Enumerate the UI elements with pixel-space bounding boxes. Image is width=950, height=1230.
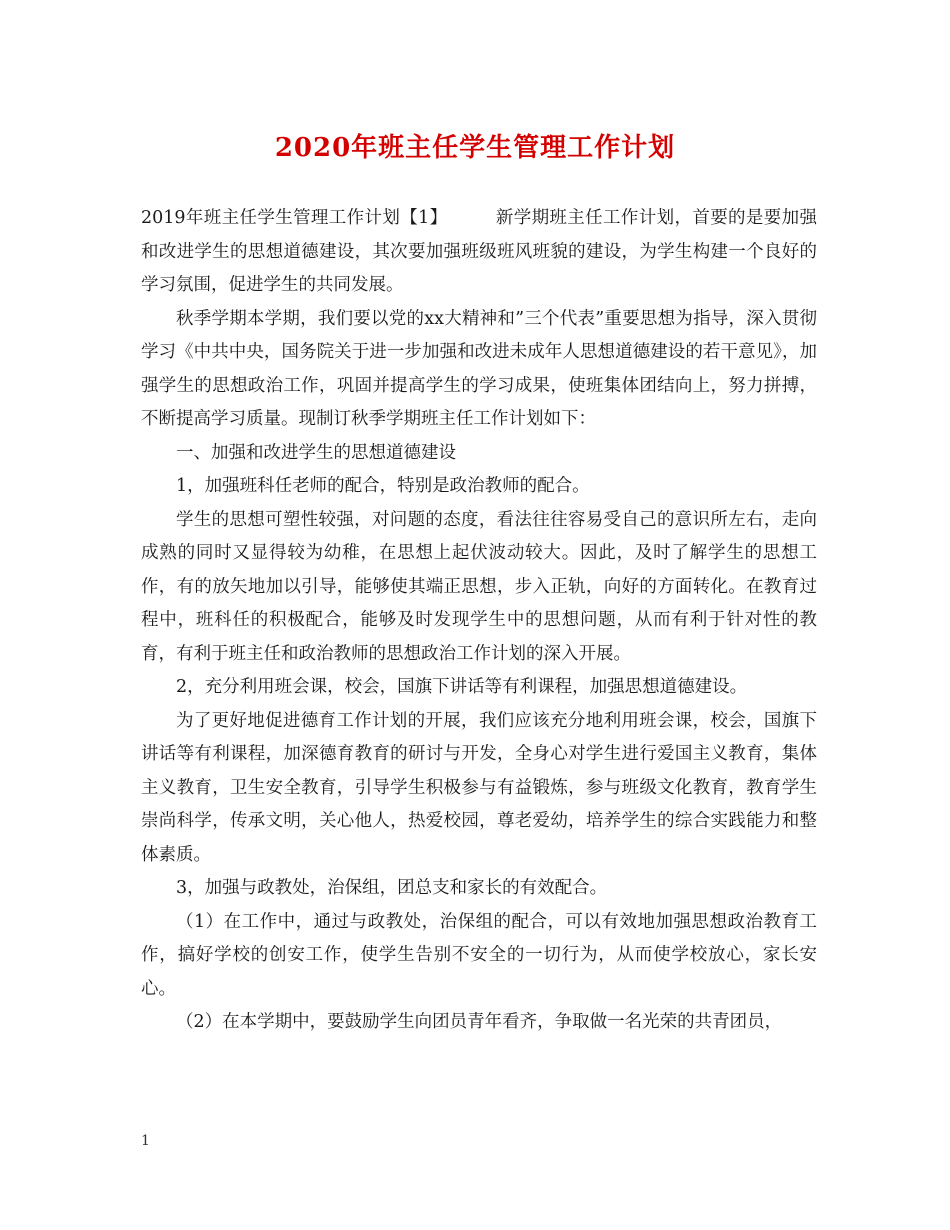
body-paragraph: 为了更好地促进德育工作计划的开展，我们应该充分地利用班会课，校会，国旗下讲话等有利课程，加深德育教育的研讨与开发，全身心对学生进行爱国主义教育，集体主义教育，卫生安全教育，引导学生积极参与有益锻炼，参与班级文化教育，教育学生崇尚科学，传承文明，关心他人，热爱校园，尊老爱幼，培养学生的综合实践能力和整体素质。 [141,710,817,865]
page-title: 2020年班主任学生管理工作计划 [274,133,676,163]
body-paragraph: 学生的思想可塑性较强，对问题的态度，看法往往容易受自己的意识所左右，走向成熟的同时又显得较为幼稚，在思想上起伏波动较大。因此，及时了解学生的思想工作，有的放矢地加以引导，能够使其端正思想，步入正轨，向好的方面转化。在教育过程中，班科任的积极配合，能够及时发现学生中的思想问题，从而有利于针对性的教育，有利于班主任和政治教师的思想政治工作计划的深入开展。 [141,509,817,664]
subsection-heading: 1，加强班科任老师的配合，特别是政治教师的配合。 [176,476,590,496]
subsection-heading: 2，充分利用班会课，校会，国旗下讲话等有利课程，加强思想道德建设。 [176,677,748,697]
lead-heading: 2019年班主任学生管理工作计划【1】 [141,208,448,228]
document-body [141,202,817,1040]
body-paragraph: （2）在本学期中，要鼓励学生向团员青年看齐，争取做一名光荣的共青团员， [176,1012,783,1032]
lead-paragraph [141,202,817,303]
section-heading: 一、加强和改进学生的思想道德建设 [176,442,456,463]
page-number: 1 [141,1133,150,1149]
body-paragraph: （1）在工作中，通过与政教处，治保组的配合，可以有效地加强思想政治教育工作，搞好学校的创安工作，使学生告别不安全的一切行为，从而使学校放心，家长安心。 [141,911,817,999]
lead-text: 新学期班主任工作计划，首要的是要加强和改进学生的思想道德建设，其次要加强班级班风班貌的建设，为学生构建一个良好的学习氛围，促进学生的共同发展。 [141,208,818,295]
subsection-heading: 3，加强与政教处，治保组，团总支和家长的有效配合。 [176,878,608,898]
body-paragraph: 秋季学期本学期，我们要以党的xx大精神和”三个代表”重要思想为指导，深入贯彻学习《中共中央，国务院关于进一步加强和改进未成年人思想道德建设的若干意见》，加强学生的思想政治工作，巩固并提高学生的学习成果，使班集体团结向上，努力拼搏，不断提高学习质量。现制订秋季学期班主任工作计划如下： [141,308,817,429]
